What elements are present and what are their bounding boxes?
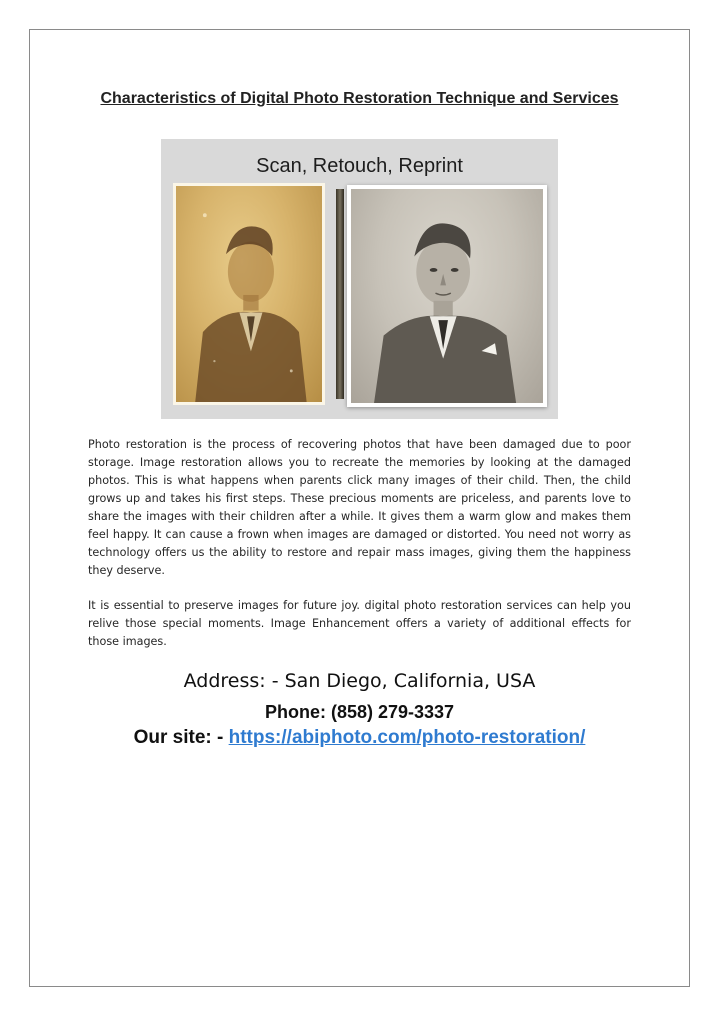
scan-strip [336,189,344,399]
site-line [40,727,679,749]
document-title: Characteristics of Digital Photo Restoration Technique and Services [100,90,619,107]
site-link[interactable]: https://abiphoto.com/photo-restoration/ [228,727,586,748]
restored-portrait-illustration [351,189,543,403]
paragraph-2: It is essential to preserve images for future joy. digital photo restoration services can help you relive those special moments. Image Enhancement offers a variety of additional effects for those images. [88,599,631,648]
restored-photo [347,185,547,407]
site-label: Our site: - [133,727,229,748]
restoration-figure [161,139,558,419]
figure-caption: Scan, Retouch, Reprint [256,155,463,177]
damaged-photo [173,183,325,405]
address-line: Address: - San Diego, California, USA [183,670,536,692]
phone-line: Phone: (858) 279-3337 [264,702,455,722]
paragraph-1: Photo restoration is the process of recovering photos that have been damaged due to poor storage. Image restoration allows you to recreate the memories by looking at the damaged photos. This is what happens when parents click many images of their child. Then, the child grows up and takes his first steps. These precious moments are priceless, and parents love to share the images with their children after a while. It gives them a warm glow and makes them feel happy. It can cause a frown when images are damaged or distorted. You need not worry as technology offers us the ability to restore and repair mass images, giving them the happiness they deserve. [88,438,631,577]
damaged-portrait-illustration [176,186,322,402]
